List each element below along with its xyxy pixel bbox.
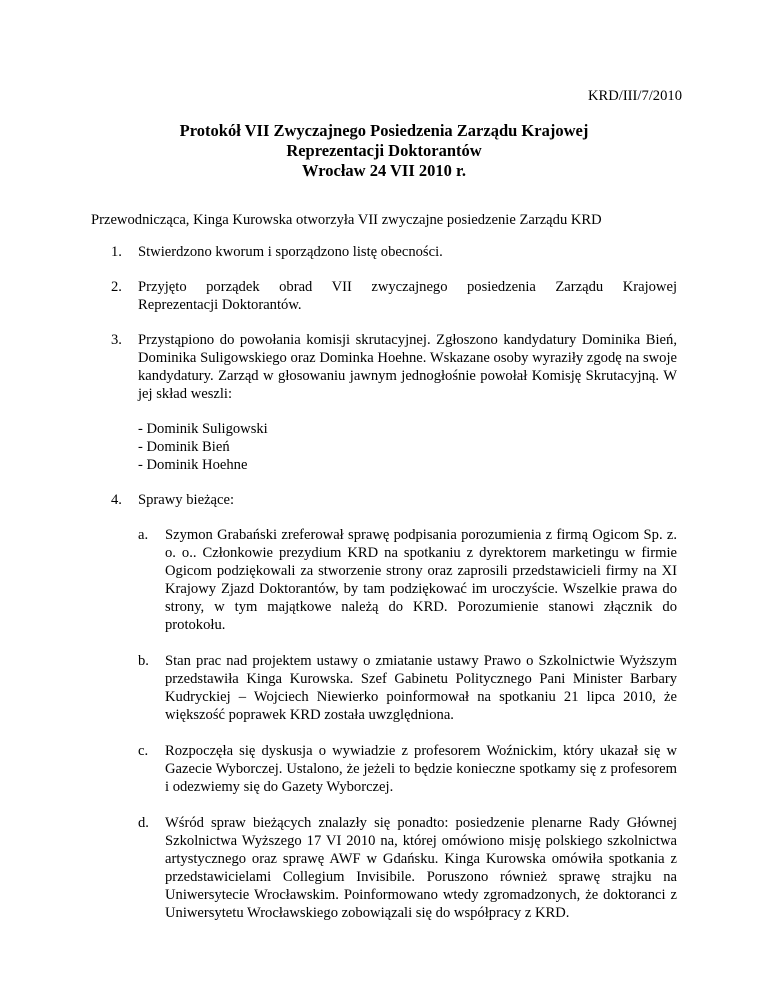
- item-number: 3.: [111, 332, 122, 348]
- title-line-1: Protokół VII Zwyczajnego Posiedzenia Zarządu Krajowej: [179, 121, 589, 140]
- agenda-item-1: [111, 243, 677, 261]
- item-text: Sprawy bieżące:: [138, 492, 235, 508]
- agenda-item-4: [111, 491, 677, 922]
- item-text: Przystąpiono do powołania komisji skrutacyjnej. Zgłoszono kandydatury Dominika Bień, Dominika Suligowskiego oraz Dominka Hoehne. Wskazane osoby wyraziły zgodę na swoje kandydatury. Zarząd w głosowaniu jawnym jednogłośnie powołał Komisję Skrutacyjną. W jej skład weszli:: [138, 332, 677, 402]
- sub-item-letter: d.: [138, 815, 149, 831]
- item-text: Stwierdzono kworum i sporządzono listę obecności.: [138, 244, 443, 260]
- agenda-list: [111, 243, 677, 940]
- item-text-line-1: Przyjęto porządek obrad VII zwyczajnego posiedzenia Zarządu Krajowej: [138, 279, 677, 295]
- committee-members-list: [138, 420, 677, 474]
- current-matters-list: [138, 526, 677, 922]
- sub-item-text: Rozpoczęła się dyskusja o wywiadzie z profesorem Woźnickim, który ukazał się w Gazecie Wyborczej. Ustalono, że jeżeli to będzie konieczne spotkamy się z profesorem i odezwiemy się do Gazety Wyborczej.: [165, 743, 677, 795]
- committee-member: - Dominik Hoehne: [138, 457, 248, 473]
- sub-item-d: [138, 814, 677, 922]
- agenda-item-3: [111, 331, 677, 474]
- agenda-item-2: [111, 278, 677, 314]
- sub-item-c: [138, 742, 677, 796]
- document-title: [0, 121, 768, 181]
- item-number: 2.: [111, 279, 122, 295]
- sub-item-text: Wśród spraw bieżących znalazły się ponadto: posiedzenie plenarne Rady Głównej Szkolnictwa Wyższego 17 VI 2010 na, której omówiono misję polskiego szkolnictwa artystycznego oraz sprawę AWF w Gdańsku. Kinga Kurowska omówiła spotkania z przedstawicielami Collegium Invisibile. Poruszono również sprawę strajku na Uniwersytecie Wrocławskim. Poinformowano wtedy zgromadzonych, że doktoranci z Uniwersytetu Wrocławskiego zobowiązali się do współpracy z KRD.: [165, 815, 677, 921]
- title-line-2: Reprezentacji Doktorantów: [286, 141, 482, 160]
- committee-member: - Dominik Bień: [138, 439, 230, 455]
- sub-item-letter: c.: [138, 743, 149, 759]
- committee-member: - Dominik Suligowski: [138, 421, 268, 437]
- sub-item-letter: b.: [138, 653, 149, 669]
- intro-paragraph: Przewodnicząca, Kinga Kurowska otworzyła VII zwyczajne posiedzenie Zarządu KRD: [91, 212, 602, 228]
- sub-item-b: [138, 652, 677, 724]
- sub-item-letter: a.: [138, 527, 149, 543]
- item-text-line-2: Reprezentacji Doktorantów.: [138, 297, 302, 313]
- title-line-3: Wrocław 24 VII 2010 r.: [302, 161, 466, 180]
- sub-item-text: Stan prac nad projektem ustawy o zmiatanie ustawy Prawo o Szkolnictwie Wyższym przedstawiła Kinga Kurowska. Szef Gabinetu Politycznego Pani Minister Barbary Kudryckiej – Wojciech Niewierko poinformował na spotkaniu 21 lipca 2010, że większość poprawek KRD została uwzględniona.: [165, 653, 677, 723]
- item-number: 4.: [111, 492, 122, 508]
- item-number: 1.: [111, 244, 122, 260]
- sub-item-text: Szymon Grabański zreferował sprawę podpisania porozumienia z firmą Ogicom Sp. z. o. o.. Członkowie prezydium KRD na spotkaniu z dyrektorem marketingu w firmie Ogicom podziękowali za stworzenie strony oraz zaprosili przedstawicieli firmy na XI Krajowy Zjazd Doktorantów, by tam podziękować im uroczyście. Wszelkie prawa do strony, w tym majątkowe należą do KRD. Porozumienie stanowi złącznik do protokołu.: [165, 527, 677, 633]
- sub-item-a: [138, 526, 677, 634]
- document-number: KRD/III/7/2010: [587, 88, 682, 104]
